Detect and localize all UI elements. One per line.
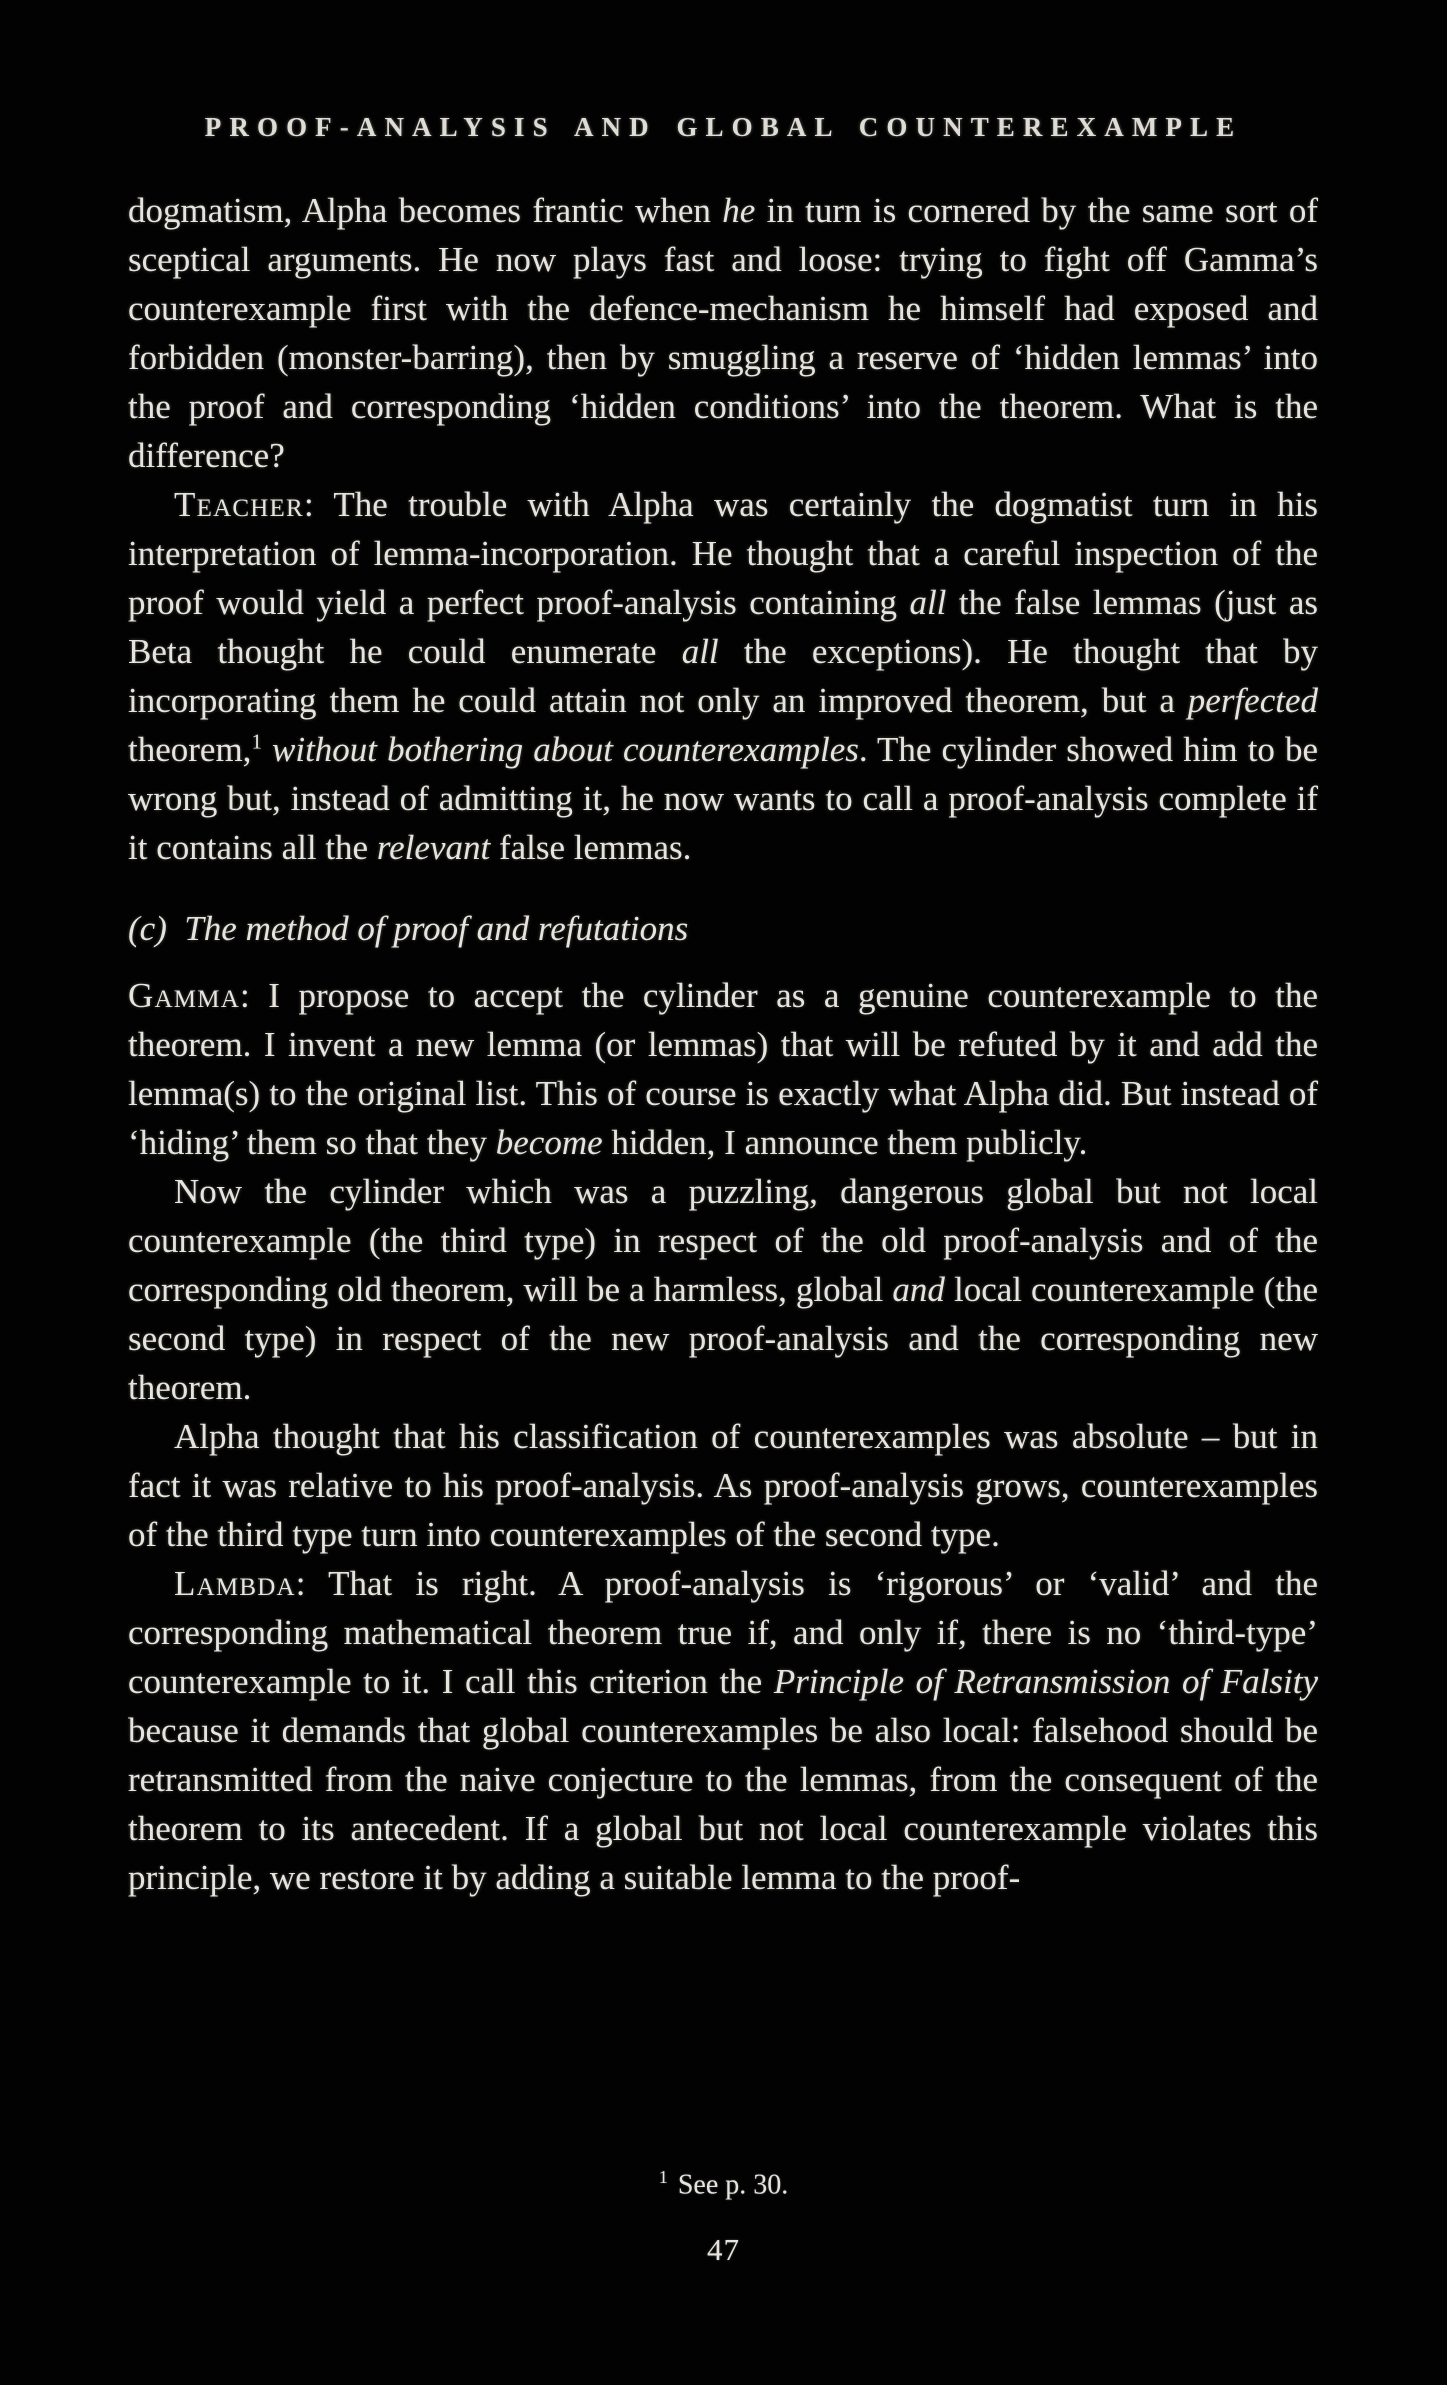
footnote-reference: 1 — [251, 729, 262, 754]
speaker-name: Gamma — [128, 976, 240, 1015]
italic-run: and — [892, 1270, 945, 1309]
text-run: Alpha thought that his classification of counterexamples was absolute – but in fact it was relative to his proof-analysis. As proof-analysis grows, counterexamples of the third type turn into counterexamples of the second type. — [128, 1417, 1318, 1554]
section-heading — [128, 904, 1318, 953]
italic-run: (c) The method of proof and refutations — [128, 909, 689, 948]
running-header: PROOF-ANALYSIS AND GLOBAL COUNTEREXAMPLE — [204, 112, 1243, 142]
text-run: because it demands that global counterexamples be also local: falsehood should be retransmitted from the naive conjecture to the lemmas, from the consequent of the theorem to its antecedent. If a global but not local counterexample violates this principle, we restore it by adding a suitable lemma to the proof- — [128, 1711, 1318, 1897]
text-run: hidden, I announce them publicly. — [602, 1123, 1088, 1162]
text-run: the false lemmas (just as Beta thought he could enumerate — [128, 583, 1318, 671]
page-number: 47 — [707, 2232, 740, 2267]
italic-run: he — [722, 191, 756, 230]
text-run: in turn is cornered by the same sort of sceptical arguments. He now plays fast and loose: trying to fight off Gamma’s counterexample first with the defence-mechanism he himself had exposed and forbidden (monster-barring), then by smuggling a reserve of ‘hidden lemmas’ into the proof and corresponding ‘hidden conditions’ into the theorem. What is the difference? — [128, 191, 1318, 475]
italic-run: all — [909, 583, 947, 622]
text-run: : The trouble with Alpha was certainly the dogmatist turn in his interpretation of lemma-incorporation. He thought that a careful inspection of the proof would yield a perfect proof-analysis containing — [128, 485, 1318, 622]
text-run: dogmatism, Alpha becomes frantic when — [128, 191, 723, 230]
footnote — [0, 2160, 1447, 2202]
text-run: the exceptions). He thought that by incorporating them he could attain not only an improved theorem, but a — [128, 632, 1318, 720]
paragraph — [128, 480, 1318, 872]
text-run: false lemmas. — [490, 828, 692, 867]
paragraph — [128, 971, 1318, 1167]
italic-run: relevant — [376, 828, 491, 867]
footnote-marker: 1 — [658, 2167, 668, 2187]
text-block — [128, 186, 1318, 1902]
text-run: local counterexample (the second type) in respect of the new proof-analysis and the corresponding new theorem. — [128, 1270, 1318, 1407]
paragraph — [128, 1559, 1318, 1902]
italic-run: without bothering about counterexamples — [272, 730, 859, 769]
italic-run: become — [495, 1123, 603, 1162]
footnote-text: See p. 30. — [677, 2169, 789, 2201]
speaker-name: Lambda — [174, 1564, 296, 1603]
text-run: theorem, — [128, 730, 252, 769]
paragraph — [128, 1412, 1318, 1559]
italic-run: Principle of Retransmission of Falsity — [773, 1662, 1318, 1701]
speaker-name: Teacher — [174, 485, 304, 524]
paragraph — [128, 186, 1318, 480]
text-run: : I propose to accept the cylinder as a genuine counterexample to the theorem. I invent a new lemma (or lemmas) that will be refuted by it and add the lemma(s) to the original list. This of course is exactly what Alpha did. But instead of ‘hiding’ them so that they — [128, 976, 1318, 1162]
paragraph — [128, 1167, 1318, 1412]
italic-run: all — [681, 632, 719, 671]
text-run: : That is right. A proof-analysis is ‘rigorous’ or ‘valid’ and the corresponding mathematical theorem true if, and only if, there is no ‘third-type’ counterexample to it. I call this criterion the — [128, 1564, 1318, 1701]
text-run: Now the cylinder which was a puzzling, dangerous global but not local counterexample (the third type) in respect of the old proof-analysis and of the corresponding old theorem, will be a harmless, global — [128, 1172, 1318, 1309]
text-run — [262, 730, 272, 769]
text-run: . The cylinder showed him to be wrong but, instead of admitting it, he now wants to call a proof-analysis complete if it contains all the — [128, 730, 1319, 867]
italic-run: perfected — [1187, 681, 1318, 720]
